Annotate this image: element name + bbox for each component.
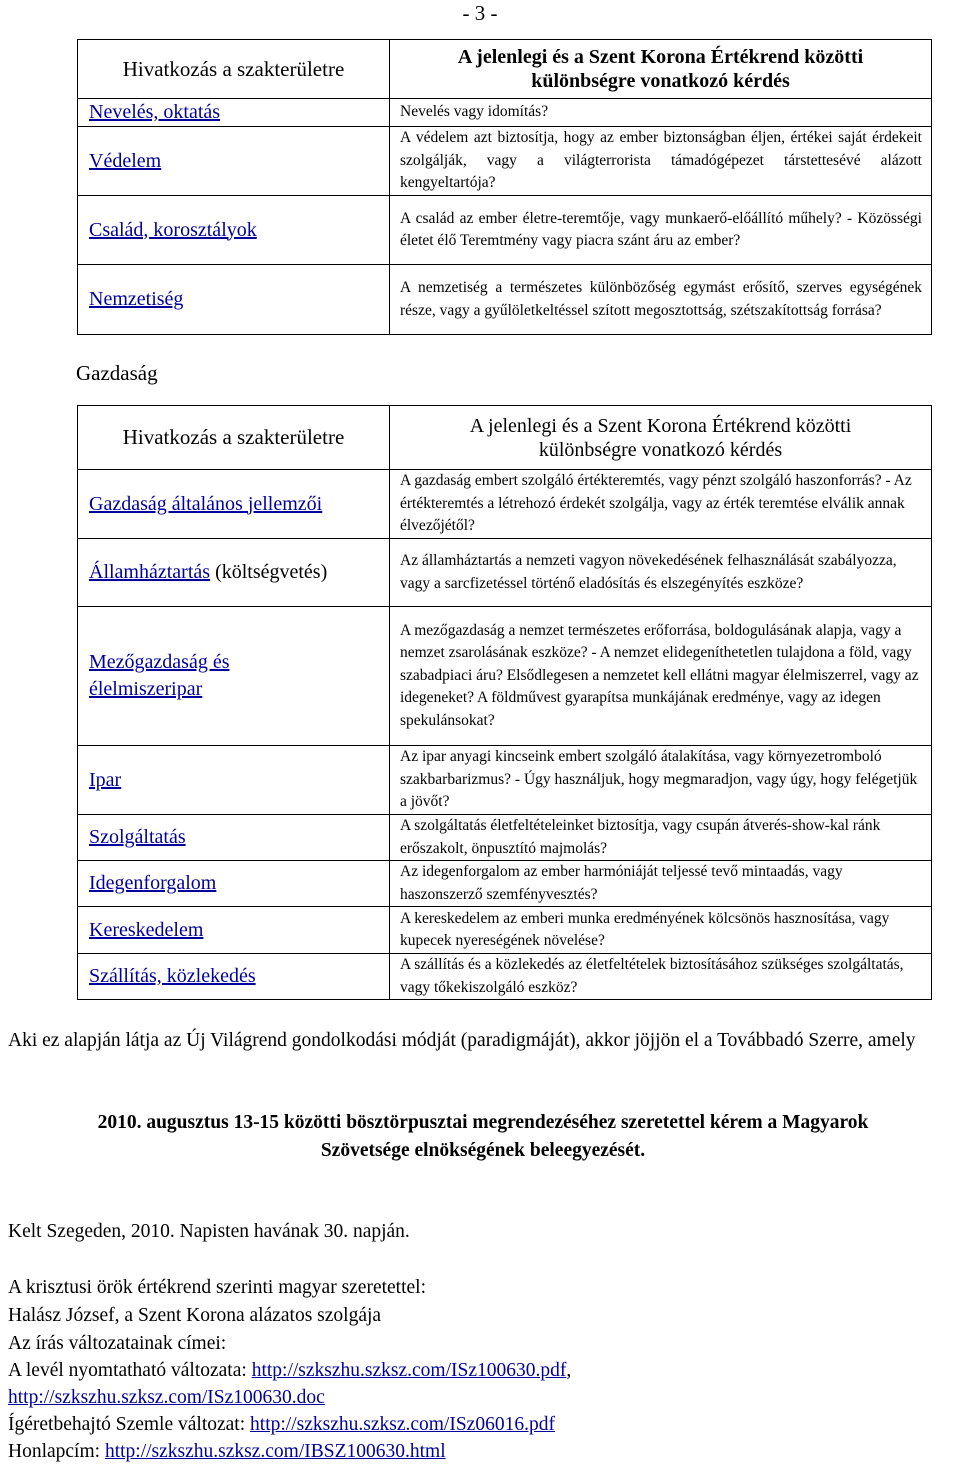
table1-row-question: Nevelés vagy idomítás? (390, 99, 932, 127)
printable-doc-line (8, 1384, 325, 1412)
homepage-line (8, 1438, 446, 1466)
homepage-label: Honlapcím: (8, 1441, 105, 1462)
area-link-ipar[interactable]: Ipar (89, 768, 122, 791)
table2-header-question-line1: A jelenlegi és a Szent Korona Értékrend közötti (469, 414, 852, 437)
printable-pdf-link[interactable]: http://szkszhu.szksz.com/ISz100630.pdf (251, 1360, 567, 1381)
printable-doc-link[interactable]: http://szkszhu.szksz.com/ISz100630.doc (8, 1387, 325, 1408)
area-link-szolgaltatas[interactable]: Szolgáltatás (89, 826, 186, 848)
request-line-1: 2010. augusztus 13-15 közötti bösztörpusztai megrendezéséhez szeretettel kérem a Magyarok (97, 1112, 869, 1133)
table2-row-area (78, 954, 390, 1000)
link-separator: , (566, 1360, 572, 1381)
table2-row-question: A kereskedelem az emberi munka eredményének kölcsönös hasznosítása, vagy kupecek nyereségének növelése? (390, 907, 932, 954)
values-table-general (77, 39, 932, 335)
page-number: - 3 - (462, 1, 498, 25)
values-table-economy (77, 405, 932, 1000)
area-link-mezogazdasag-line1: Mezőgazdaság és (89, 651, 230, 673)
table1-row-question: A nemzetiség a természetes különbözőség egymást erősítő, szerves egységének része, vagy a gyűlöletkeltéssel szított megosztottság, szétszakítottság forrása? (390, 265, 932, 335)
area-link-allamhaztartas[interactable]: Államháztartás (89, 561, 211, 583)
table2-row-question: A gazdaság embert szolgáló értékteremtés, vagy pénzt szolgáló haszonforrás? - Az értékteremtés a létrehozó érdekét szolgálja, vagy az érték teremtése elválik annak élvezőjétől? (390, 470, 932, 539)
area-link-idegenforgalom[interactable]: Idegenforgalom (89, 872, 217, 894)
table2-row-question: Az ipar anyagi kincseink embert szolgáló átalakítása, vagy környezetromboló szakbarbarizmus? - Úgy használjuk, hogy megmaradjon, vagy úgy, hogy felégetjük a jövőt? (390, 746, 932, 815)
table2-row-area (78, 907, 390, 954)
review-version-line (8, 1411, 555, 1439)
printable-label: A levél nyomtatható változata: (8, 1360, 252, 1381)
date-line: Kelt Szegeden, 2010. Napisten havának 30. napján. (8, 1221, 410, 1242)
table1-row-area (78, 99, 390, 127)
table1-header-question-line2: különbségre vonatkozó kérdés (531, 70, 790, 92)
table1-row-area (78, 196, 390, 265)
table1-header-area: Hivatkozás a szakterületre (78, 40, 390, 99)
request-line-2: Szövetsége elnökségének beleegyezését. (320, 1140, 646, 1161)
table2-row-question: Az államháztartás a nemzeti vagyon növekedésének felhasználását szabályozza, vagy a sarcfizetéssel történő eladósítás és elszegényítés eszköze? (390, 539, 932, 607)
table2-row-question: A mezőgazdaság a nemzet természetes erőforrása, boldogulásának alapja, vagy a nemzet zsarolásának eszköze? - A nemzet elidegeníthetetlen tulajdona a föld, vagy szabadpiaci áru? Elsődlegesen a nemzetet kell ellátni magyar élelmiszerrel, vagy az idegeneket? A földművest gyarapítsa munkájának eredménye, vagy az idegen spekulánsokat? (390, 607, 932, 746)
section-heading-gazdasag: Gazdaság (76, 361, 158, 385)
area-link-nemzetiseg[interactable]: Nemzetiség (89, 288, 184, 310)
area-link-csalad[interactable]: Család, korosztályok (89, 218, 257, 241)
table2-row-question: Az idegenforgalom az ember harmóniáját teljessé tevő mintaadás, vagy haszonszerző szemfényvesztés? (390, 861, 932, 907)
closing-paragraph: Aki ez alapján látja az Új Világrend gondolkodási módját (paradigmáját), akkor jöjjön el a Továbbadó Szerre, amely (8, 1030, 916, 1051)
printable-version-line (8, 1357, 571, 1385)
area-link-szallitas[interactable]: Szállítás, közlekedés (89, 965, 256, 987)
area-link-gazdasag[interactable]: Gazdaság általános jellemzői (89, 492, 323, 515)
signature-line: Halász József, a Szent Korona alázatos szolgája (8, 1305, 382, 1326)
table1-row-question: A család az ember életre-teremtője, vagy munkaerő-előállító műhely? - Közösségi életet élő Teremtmény vagy piacra szánt áru az ember? (390, 196, 932, 265)
area-suffix: (költségvetés) (210, 561, 328, 583)
table1-row-question: A védelem azt biztosítja, hogy az ember biztonságban éljen, értékei saját érdekeit szolgálják, vagy a világterrorista támadógépezet társtettesévé alázott kengyeltartója? (390, 127, 932, 196)
table2-header-question-line2: különbségre vonatkozó kérdés (538, 438, 783, 461)
table1-row-area (78, 265, 390, 335)
table1-row-area (78, 127, 390, 196)
area-link-kereskedelem[interactable]: Kereskedelem (89, 918, 204, 941)
greeting-line: A krisztusi örök értékrend szerinti magyar szeretettel: (8, 1277, 427, 1298)
table2-header-area: Hivatkozás a szakterületre (78, 406, 390, 470)
table2-row-area (78, 746, 390, 815)
area-link-neveles[interactable]: Nevelés, oktatás (89, 101, 221, 123)
table1-header-question-line1: A jelenlegi és a Szent Korona Értékrend közötti (457, 46, 864, 68)
table2-row-question: A szállítás és a közlekedés az életfeltételek biztosításához szükséges szolgáltatás, vagy tőkekiszolgáló eszköz? (390, 954, 932, 1000)
review-label: Ígéretbehajtó Szemle változat: (8, 1414, 251, 1435)
table2-row-area (78, 607, 390, 746)
table2-row-area (78, 861, 390, 907)
table2-row-area (78, 539, 390, 607)
homepage-link[interactable]: http://szkszhu.szksz.com/IBSZ100630.html (104, 1441, 446, 1462)
table2-row-area (78, 815, 390, 861)
table1-header-question (390, 40, 932, 99)
review-pdf-link[interactable]: http://szkszhu.szksz.com/ISz06016.pdf (250, 1414, 555, 1435)
area-link-mezogazdasag[interactable] (89, 651, 230, 700)
area-link-mezogazdasag-line2: élelmiszeripar (89, 678, 203, 700)
table2-row-question: A szolgáltatás életfeltételeinket biztosítja, vagy csupán átverés-show-kal ránk erőszakolt, önpusztító majmolás? (390, 815, 932, 861)
versions-label: Az írás változatainak címei: (8, 1333, 227, 1354)
table2-row-area (78, 470, 390, 539)
area-link-vedelem[interactable]: Védelem (89, 149, 162, 172)
table2-header-question (390, 406, 932, 470)
